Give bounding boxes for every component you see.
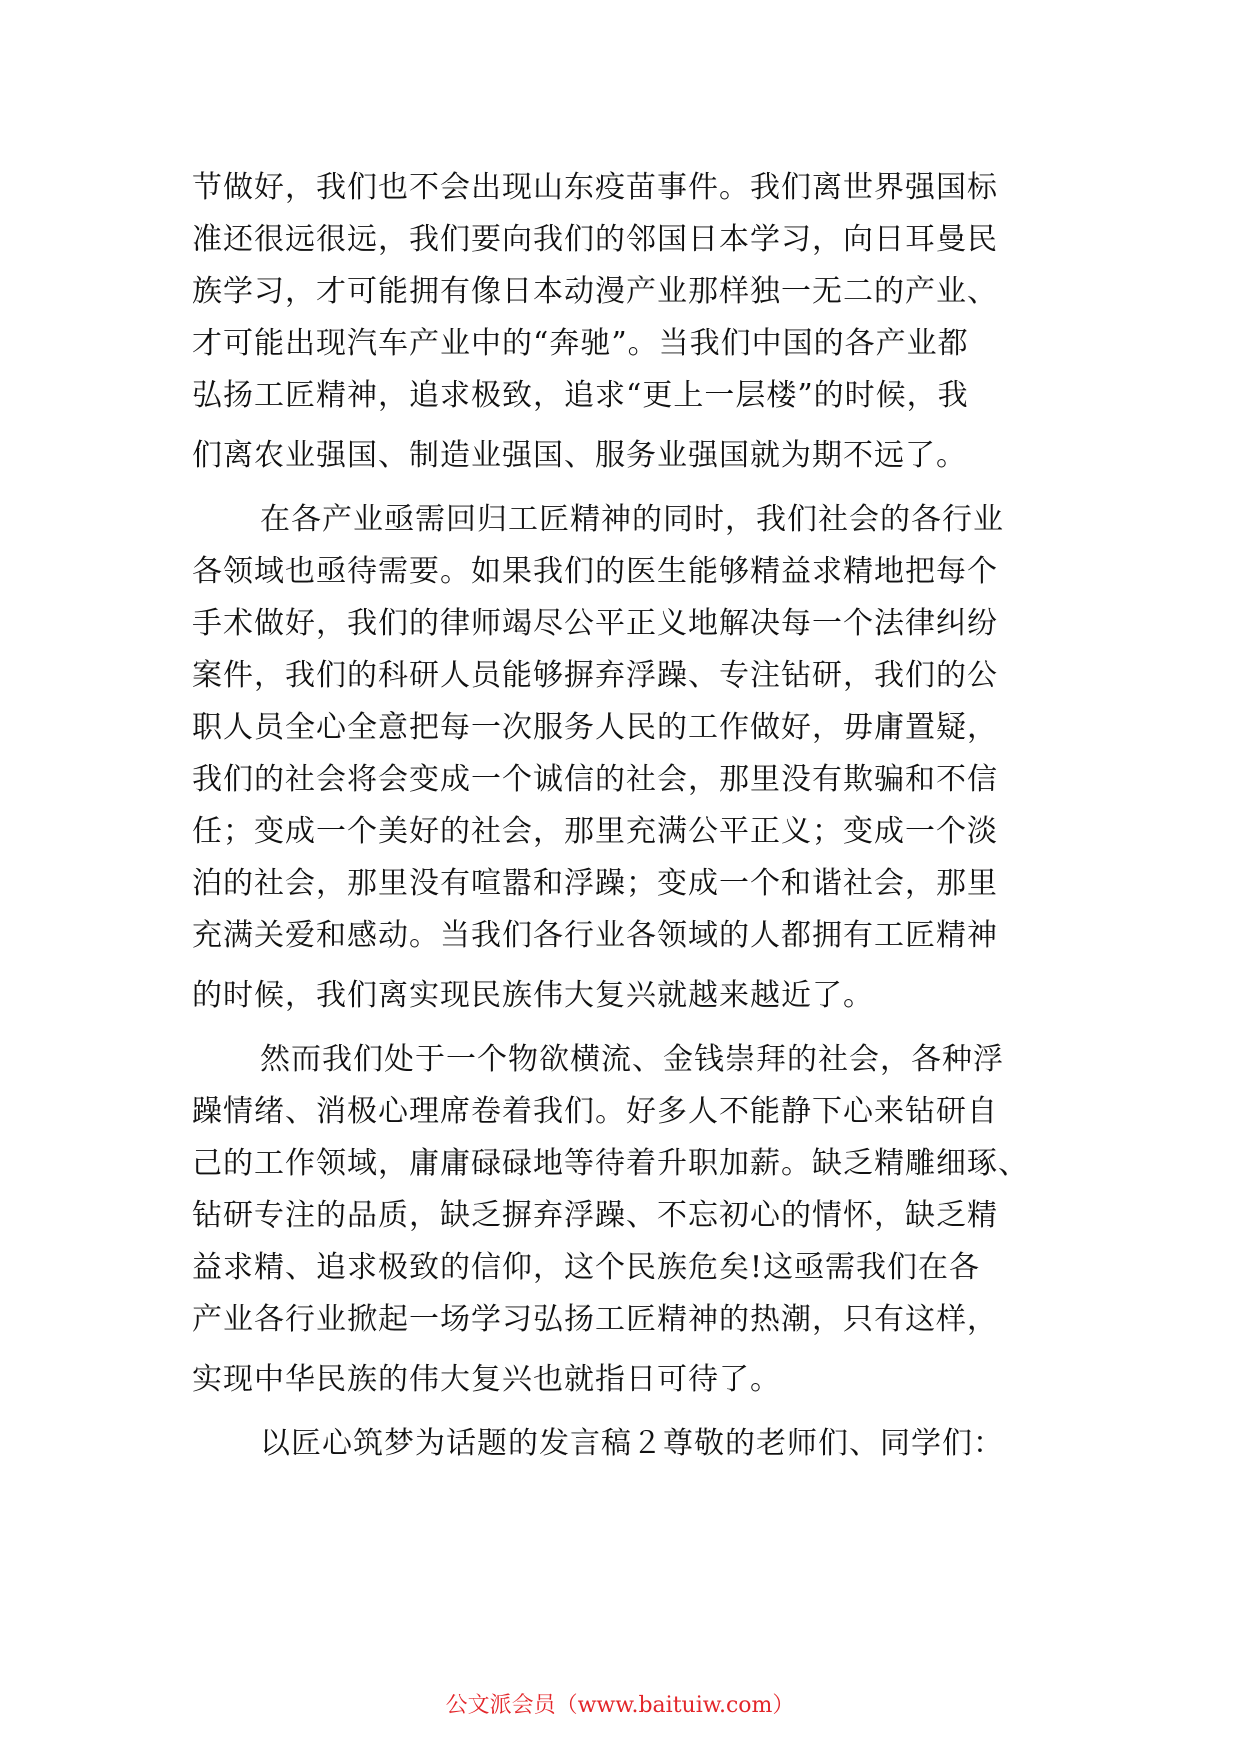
text-line: 钻研专注的品质，缺乏摒弃浮躁、不忘初心的情怀，缺乏精: [192, 1198, 998, 1233]
text-line: 己的工作领域，庸庸碌碌地等待着升职加薪。缺乏精雕细琢、: [192, 1146, 1029, 1181]
text-line: 益求精、追求极致的信仰，这个民族危矣!这亟需我们在各: [192, 1250, 981, 1285]
footer-watermark: 公文派会员（www.baituiw.com）: [445, 1693, 795, 1718]
text-line: 以匠心筑梦为话题的发言稿２尊敬的老师们、同学们：: [260, 1426, 1004, 1461]
text-line: 才可能出现汽车产业中的“奔驰”。当我们中国的各产业都: [192, 326, 969, 361]
text-line: 任；变成一个美好的社会，那里充满公平正义；变成一个淡: [192, 814, 998, 849]
document-body: [192, 162, 1060, 1482]
text-line: 的时候，我们离实现民族伟大复兴就越来越近了。: [192, 978, 874, 1013]
text-line: 躁情绪、消极心理席卷着我们。好多人不能静下心来钻研自: [192, 1094, 998, 1129]
text-line: 准还很远很远，我们要向我们的邻国日本学习，向日耳曼民: [192, 222, 998, 257]
paragraph-1: [192, 162, 1060, 482]
paragraph-3: [192, 1034, 1060, 1406]
text-line: 们离农业强国、制造业强国、服务业强国就为期不远了。: [192, 438, 967, 473]
text-line: 手术做好，我们的律师竭尽公平正义地解决每一个法律纠纷: [192, 606, 998, 641]
text-line: 案件，我们的科研人员能够摒弃浮躁、专注钻研，我们的公: [192, 658, 998, 693]
text-line: 泊的社会，那里没有喧嚣和浮躁；变成一个和谐社会，那里: [192, 866, 998, 901]
text-line: 职人员全心全意把每一次服务人民的工作做好，毋庸置疑，: [192, 710, 998, 745]
text-line: 在各产业亟需回归工匠精神的同时，我们社会的各行业: [260, 502, 1004, 537]
text-line: 我们的社会将会变成一个诚信的社会，那里没有欺骗和不信: [192, 762, 998, 797]
paragraph-2: [192, 494, 1060, 1022]
text-line: 族学习，才可能拥有像日本动漫产业那样独一无二的产业、: [192, 274, 998, 309]
text-line: 各领域也亟待需要。如果我们的医生能够精益求精地把每个: [192, 554, 998, 589]
text-line: 产业各行业掀起一场学习弘扬工匠精神的热潮，只有这样，: [192, 1302, 998, 1337]
text-line: 节做好，我们也不会出现山东疫苗事件。我们离世界强国标: [192, 170, 998, 205]
text-line: 充满关爱和感动。当我们各行业各领域的人都拥有工匠精神: [192, 918, 998, 953]
text-line: 实现中华民族的伟大复兴也就指日可待了。: [192, 1362, 781, 1397]
text-line: 弘扬工匠精神，追求极致，追求“更上一层楼”的时候，我: [192, 378, 969, 413]
paragraph-4: [192, 1418, 1060, 1470]
text-line: 然而我们处于一个物欲横流、金钱崇拜的社会，各种浮: [260, 1042, 1004, 1077]
